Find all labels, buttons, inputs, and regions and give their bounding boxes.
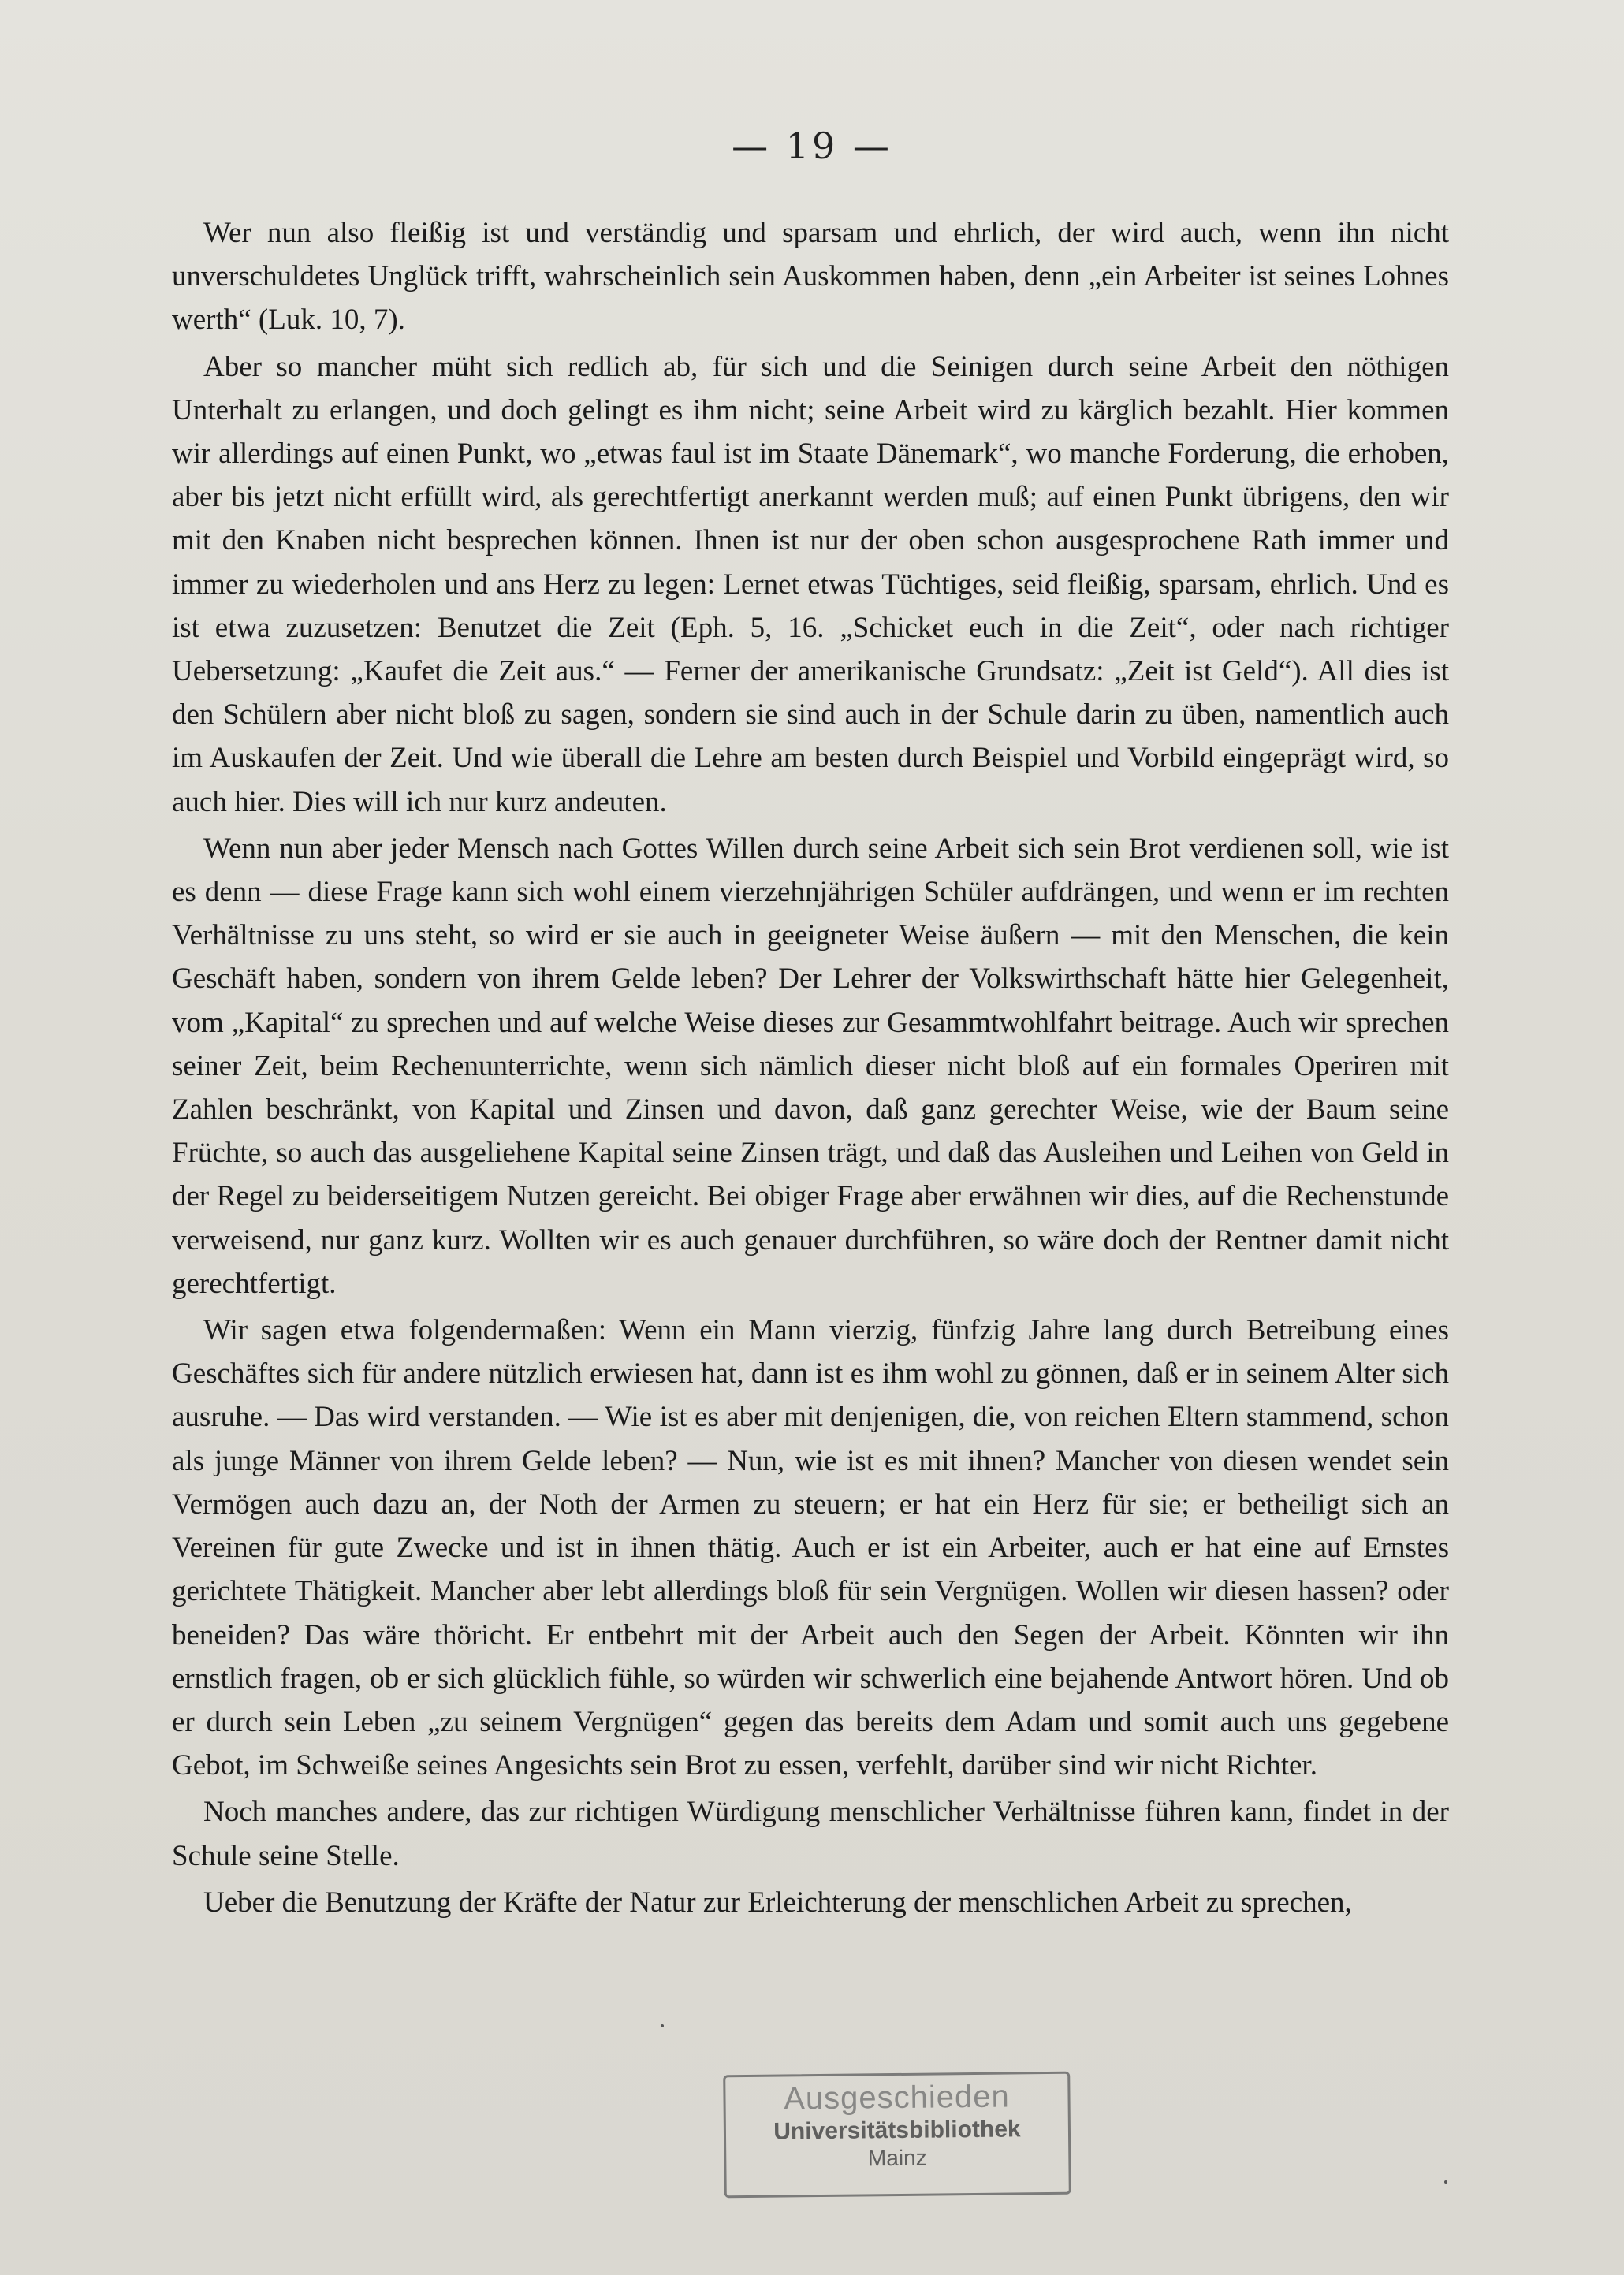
page-number: — 19 — (732, 125, 892, 167)
library-stamp (723, 2072, 1071, 2199)
paragraph-3: Wenn nun aber jeder Mensch nach Gottes Willen durch seine Arbeit sich sein Brot verdienen soll, wie ist es denn — diese Frage kann sich wohl einem vierzehnjährigen Schüler aufdrängen, und wenn er im rechten Verhältnisse zu uns steht, so wird er sie auch in geeigneter Weise äußern — mit den Menschen, die kein Geschäft haben, sondern von ihrem Gelde leben? Der Lehrer der Volkswirthschaft hätte hier Gelegenheit, vom „Kapital“ zu sprechen und auf welche Weise dieses zur Gesammtwohlfahrt beitrage. Auch wir sprechen seiner Zeit, beim Rechenunterrichte, wenn sich nämlich dieser nicht bloß auf ein formales Operiren mit Zahlen beschränkt, von Kapital und Zinsen und davon, daß ganz gerechter Weise, wie der Baum seine Früchte, so auch das ausgeliehene Kapital seine Zinsen trägt, und daß das Ausleihen und Leihen von Geld in der Regel zu beiderseitigem Nutzen gereicht. Bei obiger Frage aber erwähnen wir dies, auf die Rechenstunde verweisend, nur ganz kurz. Wollten wir es auch genauer durchführen, so wäre doch der Rentner damit nicht gerechtfertigt. (172, 832, 1449, 1300)
paragraph-6: Ueber die Benutzung der Kräfte der Natur zur Erleichterung der menschlichen Arbeit zu sprechen, (203, 1886, 1352, 1919)
paragraph-2: Aber so mancher müht sich redlich ab, für sich und die Seinigen durch seine Arbeit den nöthigen Unterhalt zu erlangen, und doch gelingt es ihm nicht; seine Arbeit wird zu kärglich bezahlt. Hier kommen wir allerdings auf einen Punkt, wo „etwas faul ist im Staate Dänemark“, wo manche Forderung, die erhoben, aber bis jetzt nicht erfüllt wird, als gerechtfertigt anerkannt werden muß; auf einen Punkt übrigens, den wir mit den Knaben nicht besprechen können. Ihnen ist nur der oben schon ausgesprochene Rath immer und immer zu wiederholen und ans Herz zu legen: Lernet etwas Tüchtiges, seid fleißig, sparsam, ehrlich. Und es ist etwa zuzusetzen: Benutzet die Zeit (Eph. 5, 16. „Schicket euch in die Zeit“, oder nach richtiger Uebersetzung: „Kaufet die Zeit aus.“ — Ferner der amerikanische Grundsatz: „Zeit ist Geld“). All dies ist den Schülern aber nicht bloß zu sagen, sondern sie sind auch in der Schule darin zu üben, namentlich auch im Auskaufen der Zeit. Und wie überall die Lehre am besten durch Beispiel und Vorbild eingeprägt wird, so auch hier. Dies will ich nur kurz andeuten. (172, 350, 1449, 818)
stamp-line-3: Mainz (867, 2145, 927, 2171)
stamp-line-2: Universitätsbibliothek (773, 2116, 1021, 2145)
paragraph-5: Noch manches andere, das zur richtigen Würdigung menschlicher Verhältnisse führen kann, findet in der Schule seine Stelle. (172, 1796, 1449, 1872)
paragraph-1: Wer nun also fleißig ist und verständig und sparsam und ehrlich, der wird auch, wenn ihn nicht unverschuldetes Unglück trifft, wahrscheinlich sein Auskommen haben, denn „ein Arbeiter ist seines Lohnes werth“ (Luk. 10, 7). (172, 217, 1449, 337)
stamp-line-1: Ausgeschieden (784, 2079, 1010, 2117)
paragraph-4: Wir sagen etwa folgendermaßen: Wenn ein Mann vierzig, fünfzig Jahre lang durch Betreibung eines Geschäftes sich für andere nützlich erwiesen hat, dann ist es ihm wohl zu gönnen, daß er in seinem Alter sich ausruhe. — Das wird verstanden. — Wie ist es aber mit denjenigen, die, von reichen Eltern stammend, schon als junge Männer von ihrem Gelde leben? — Nun, wie ist es mit ihnen? Mancher von diesen wendet sein Vermögen auch dazu an, der Noth der Armen zu steuern; er hat ein Herz für sie; er betheiligt sich an Vereinen für gute Zwecke und ist in ihnen thätig. Auch er ist ein Arbeiter, auch er hat eine auf Ernstes gerichtete Thätigkeit. Mancher aber lebt allerdings bloß für sein Vergnügen. Wollen wir diesen hassen? oder beneiden? Das wäre thöricht. Er entbehrt mit der Arbeit auch den Segen der Arbeit. Könnten wir ihn ernstlich fragen, ob er sich glücklich fühle, so würden wir schwerlich eine bejahende Antwort hören. Und ob er durch sein Leben „zu seinem Vergnügen“ gegen das bereits dem Adam und somit auch uns gegebene Gebot, im Schweiße seines Angesichts sein Brot zu essen, verfehlt, darüber sind wir nicht Richter. (172, 1314, 1449, 1782)
ink-speck (1444, 2180, 1447, 2184)
ink-speck (661, 2024, 664, 2027)
body-text (172, 211, 1449, 1927)
